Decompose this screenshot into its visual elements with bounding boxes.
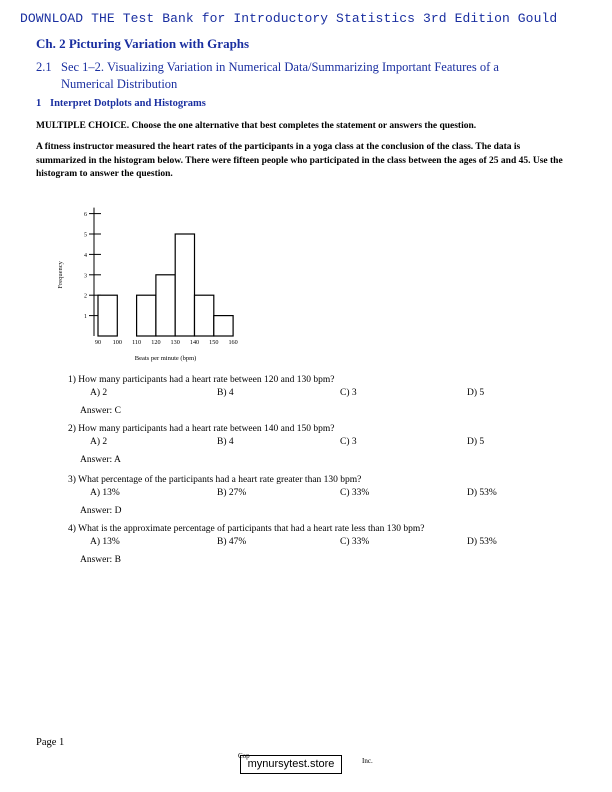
page-number: Page 1 xyxy=(36,737,65,748)
section-title-line1: Sec 1–2. Visualizing Variation in Numerical Data/Summarizing Important Features of a xyxy=(61,60,499,74)
y-tick-label: 2 xyxy=(84,293,87,300)
y-tick-label: 1 xyxy=(84,314,87,321)
x-tick-label: 100 xyxy=(112,339,122,346)
answer-text: Answer: D xyxy=(80,506,122,516)
x-tick-label: 160 xyxy=(228,339,238,346)
option-a[interactable]: A) 2 xyxy=(90,437,108,447)
x-tick-label: 120 xyxy=(151,339,161,346)
option-d[interactable]: D) 5 xyxy=(467,437,485,447)
question-stem: 1) How many participants had a heart rate between 120 and 130 bpm? xyxy=(68,375,335,385)
histogram-chart xyxy=(50,195,250,365)
option-c[interactable]: C) 3 xyxy=(340,437,357,447)
histogram-bar xyxy=(175,234,194,336)
answer-text: Answer: A xyxy=(80,455,121,465)
x-tick-label: 90 xyxy=(94,339,102,346)
instructions: MULTIPLE CHOICE. Choose the one alternative that best completes the statement or answers the question. xyxy=(36,121,477,131)
histogram-bar xyxy=(98,295,117,336)
option-b[interactable]: B) 4 xyxy=(217,388,234,398)
answer-text: Answer: C xyxy=(80,406,121,416)
option-a[interactable]: A) 13% xyxy=(90,537,120,547)
objective-heading xyxy=(36,98,206,109)
option-d[interactable]: D) 53% xyxy=(467,537,497,547)
y-tick-label: 4 xyxy=(84,252,87,259)
option-b[interactable]: B) 27% xyxy=(217,488,247,498)
y-tick-label: 3 xyxy=(84,273,87,280)
option-a[interactable]: A) 2 xyxy=(90,388,108,398)
x-axis-label: Beats per minute (bpm) xyxy=(134,355,197,362)
question-stem: 3) What percentage of the participants had a heart rate greater than 130 bpm? xyxy=(68,475,362,485)
footer-site-link[interactable]: mynursytest.store xyxy=(240,755,342,774)
option-a[interactable]: A) 13% xyxy=(90,488,120,498)
footer-inc: Inc. xyxy=(362,757,373,765)
option-c[interactable]: C) 3 xyxy=(340,388,357,398)
option-d[interactable]: D) 53% xyxy=(467,488,497,498)
histogram-bar xyxy=(195,295,214,336)
footer-copyright-fragment: Cop xyxy=(238,752,250,760)
question-intro: A fitness instructor measured the heart rates of the participants in a yoga class at the conclusion of the class. The data is summarized in the histogram below. There were fifteen people who participated in the class between the ages of 25 and 45. Use the histogram to answer the question. xyxy=(36,142,563,179)
y-axis-label: Frequency xyxy=(57,261,64,289)
x-tick-label: 150 xyxy=(209,339,219,346)
x-tick-label: 140 xyxy=(189,339,200,346)
section-number: 2.1 xyxy=(36,60,52,74)
option-c[interactable]: C) 33% xyxy=(340,537,370,547)
histogram-bar xyxy=(214,316,233,336)
question-stem: 2) How many participants had a heart rate between 140 and 150 bpm? xyxy=(68,424,335,434)
section-heading xyxy=(36,59,556,93)
histogram-bar xyxy=(137,295,156,336)
option-c[interactable]: C) 33% xyxy=(340,488,370,498)
option-b[interactable]: B) 47% xyxy=(217,537,247,547)
chapter-heading: Ch. 2 Picturing Variation with Graphs xyxy=(36,36,250,51)
download-banner-link[interactable]: DOWNLOAD THE Test Bank for Introductory Statistics 3rd Edition Gould xyxy=(20,11,558,26)
objective-number: 1 xyxy=(36,98,42,109)
option-b[interactable]: B) 4 xyxy=(217,437,234,447)
x-tick-label: 130 xyxy=(170,339,180,346)
x-tick-label: 110 xyxy=(132,339,142,346)
histogram-bar xyxy=(156,275,175,336)
answer-text: Answer: B xyxy=(80,555,121,565)
option-d[interactable]: D) 5 xyxy=(467,388,485,398)
y-tick-label: 5 xyxy=(84,232,87,239)
question-stem: 4) What is the approximate percentage of participants that had a heart rate less than 130 bpm? xyxy=(68,524,425,534)
section-title-line2: Numerical Distribution xyxy=(61,77,178,91)
y-tick-label: 6 xyxy=(84,212,87,219)
objective-title: Interpret Dotplots and Histograms xyxy=(50,98,206,109)
